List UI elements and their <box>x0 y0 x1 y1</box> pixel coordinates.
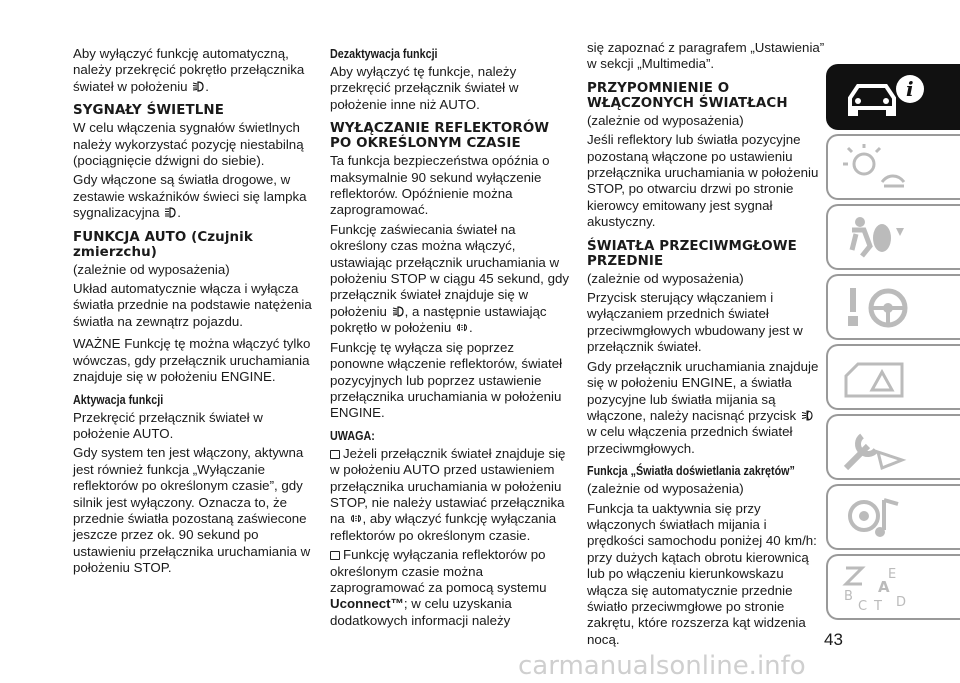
note-bullet-icon <box>330 551 340 560</box>
paragraph: Gdy włączone są światła drogowe, w zestawie wskaźników świeci się lampka sygnalizacyjna <box>73 172 307 221</box>
subheading: Dezaktywacja funkcji <box>330 47 438 61</box>
paragraph: należy przekręcić pokrętło przełącznika <box>73 62 305 78</box>
section-heading: FUNKCJA AUTO (Czujnik zmierzchu) <box>73 229 253 260</box>
low-beam-icon <box>192 81 204 92</box>
airbag-icon <box>842 214 942 262</box>
watermark: carmanualsonline.info <box>518 651 806 681</box>
paragraph: Gdy system ten jest włączony, aktywna jest również funkcja „Wyłączanie reflektorów po określonym czasie”, gdy silnik jest wyłączony. Oznacza to, że przednie światła pozostaną zaświecone jeszcze przez ok. 90 sekund po ustawieniu przełącznika uruchamiania w położeniu STOP. <box>73 445 311 576</box>
tab-emergency[interactable] <box>826 344 960 410</box>
wrench-icon <box>842 424 942 472</box>
page-number: 43 <box>824 630 843 649</box>
paragraph: Funkcja ta uaktywnia się przy włączonych światłach mijania i prędkości samochodu poniżej 40 km/h: przy dużych kątach obrotu kierownicą lub po włączeniu kierunkowskazu włącza się automatycznie przednie światło przeciwmgłowe po stronie zakrętu, które rozszerza kąt widzenia nocą. <box>587 500 817 647</box>
note-text: Funkcję wyłączania reflektorów po określonym czasie można zaprogramować za pomocą systemu <box>330 547 547 595</box>
section-heading: SYGNAŁY ŚWIETLNE <box>73 103 224 119</box>
fog-light-icon <box>801 410 813 421</box>
subheading: UWAGA: <box>330 428 375 443</box>
tab-dashboard[interactable] <box>826 134 960 200</box>
paragraph: Gdy przełącznik uruchamiania znajduje się w położeniu ENGINE, a światła pozycyjne lub światła mijania są włączone, należy nacisnąć przycisk <box>587 358 819 423</box>
note-text: Jeżeli przełącznik świateł znajduje się w położeniu AUTO przed ustawieniem przełącznika uruchamiania w położeniu STOP, nie należy ustawiać przełącznika na <box>330 445 566 527</box>
svg-text:A: A <box>878 578 890 596</box>
svg-text:D: D <box>896 595 907 610</box>
subheading: Aktywacja funkcji <box>73 392 164 407</box>
section-heading: ŚWIATŁA PRZECIWMGŁOWE PRZEDNIE <box>587 238 797 269</box>
paragraph: (zależnie od wyposażenia) <box>587 481 744 497</box>
paragraph: Ta funkcja bezpieczeństwa opóźnia o maksymalnie 90 sekund wyłączenie reflektorów. Opóźnienie można zaprogramować. <box>330 153 550 218</box>
section-heading: PRZYPOMNIENIE O WŁĄCZONYCH ŚWIATŁACH <box>587 80 788 111</box>
paragraph: W celu włączenia sygnałów świetlnych należy wykorzystać pozycję niestabilną (pociągnięcie dźwigni do siebie). <box>73 120 304 169</box>
parking-lights-icon <box>456 322 468 333</box>
paragraph: się zapoznać z paragrafem „Ustawienia” w sekcji „Multimedia”. <box>587 40 825 72</box>
paragraph: świateł w położeniu <box>73 78 188 94</box>
svg-text:T: T <box>874 599 882 612</box>
brand-name: Uconnect™ <box>330 596 404 612</box>
tab-servicing[interactable] <box>826 414 960 480</box>
paragraph: Przekręcić przełącznik świateł w położenie AUTO. <box>73 409 263 441</box>
steering-wheel-icon <box>842 284 942 332</box>
svg-text:B: B <box>844 589 853 604</box>
parking-lights-icon <box>350 513 362 524</box>
high-beam-icon <box>164 207 176 218</box>
tab-safety[interactable] <box>826 204 960 270</box>
svg-text:C: C <box>858 599 868 612</box>
tab-knowing-vehicle[interactable] <box>826 64 960 130</box>
column-3: się zapoznać z paragrafem „Ustawienia” w sekcji „Multimedia”. PRZYPOMNIENIE O WŁĄCZONYCH ŚWIATŁACH (zależnie od wyposażenia) Jeśli reflektory lub światła pozycyjne pozostaną włączone po ustawieniu przełącznika uruchamiania w położeniu STOP, po otwarciu drzwi po stronie kierowcy emitowany jest sygnał akustyczny. ŚWIATŁA PRZECIWMGŁOWE PRZEDNIE (zależnie od wyposażenia) Przycisk sterujący włączaniem i wyłączaniem przednich świateł przeciwmgłowych wbudowany jest w przełącznik świateł. Gdy przełącznik uruchamiania znajduje się w położeniu ENGINE, a światła pozycyjne lub światła mijania są włączone, należy nacisnąć przycisk w celu włączenia przednich świateł przeciwmgłowych. Funkcja „Światła doświetlania zakrętów” (zależnie od wyposażenia) Funkcja ta uaktywnia się przy włączonych światłach mijania i prędkości samochodu poniżej 40 km/h: przy dużych kątach obrotu kierownicą lub po włączeniu kierunkowskazu włącza się automatycznie przednie światło przeciwmgłowe po stronie zakrętu, które rozszerza kąt widzenia nocą. <box>587 46 827 651</box>
paragraph: Przycisk sterujący włączaniem i wyłączaniem przednich świateł przeciwmgłowych wbudowany jest w przełącznik świateł. <box>587 290 803 355</box>
tab-index[interactable] <box>826 554 960 620</box>
subheading: Funkcja „Światła doświetlania zakrętów” <box>587 464 795 479</box>
paragraph: (zależnie od wyposażenia) <box>587 270 744 286</box>
tab-starting-driving[interactable] <box>826 274 960 340</box>
paragraph: Aby wyłączyć funkcję automatyczną, <box>73 46 289 61</box>
paragraph: WAŻNE Funkcję tę można włączyć tylko wówczas, gdy przełącznik uruchamiania znajduje się w położeniu ENGINE. <box>73 336 311 385</box>
paragraph: Jeśli reflektory lub światła pozycyjne pozostaną włączone po ustawieniu przełącznika uruchamiania w położeniu STOP, po otwarciu drzwi po stronie kierowcy emitowany jest sygnał akustyczny. <box>587 132 819 230</box>
note-bullet-icon <box>330 450 340 459</box>
warning-lights-icon <box>842 144 942 192</box>
car-info-icon <box>842 74 942 122</box>
paragraph: Funkcję zaświecania świateł na określony czas można włączyć, ustawiając przełącznik uruchamiania w położeniu STOP w ciągu 45 sekund, gdy przełącznik świateł znajduje się w położeniu <box>330 221 570 319</box>
column-2: Dezaktywacja funkcji Aby wyłączyć tę funkcje, należy przekręcić przełącznik świateł w położenie inne niż AUTO. WYŁĄCZANIE REFLEKTORÓW PO OKREŚLONYM CZASIE Ta funkcja bezpieczeństwa opóźnia o maksymalnie 90 sekund wyłączenie reflektorów. Opóźnienie można zaprogramować. Funkcję zaświecania świateł na określony czas można włączyć, ustawiając przełącznik uruchamiania w położeniu STOP w ciągu 45 sekund, gdy przełącznik świateł znajduje się w położeniu , a następnie ustawiając pokrętło w położeniu . Funkcję tę wyłącza się poprzez ponowne włączenie reflektorów, świateł pozycyjnych lub poprzez ustawienie przełącznika uruchamiania w położeniu ENGINE. UWAGA: Jeżeli przełącznik świateł znajduje się w położeniu AUTO przed ustawieniem przełącznika uruchamiania w położeniu STOP, nie należy ustawiać przełącznika na , aby włączyć funkcję wyłączania reflektorów po określonym czasie. Funkcję wyłączania reflektorów po określonym czasie można zaprogramować za pomocą systemu Uconnect™; w celu uzyskania dodatkowych informacji należy <box>330 47 570 628</box>
svg-text:i: i <box>906 77 914 101</box>
section-heading: WYŁĄCZANIE REFLEKTORÓW PO OKREŚLONYM CZASIE <box>330 121 550 152</box>
tab-technical-data[interactable] <box>826 484 960 550</box>
paragraph: (zależnie od wyposażenia) <box>587 112 744 128</box>
svg-text:E: E <box>888 567 897 582</box>
index-letters-icon <box>842 564 942 612</box>
media-icon <box>842 494 942 542</box>
paragraph: Układ automatycznie włącza i wyłącza światła przednie na podstawie natężenia światła na zewnątrz pojazdu. <box>73 281 312 329</box>
paragraph: Aby wyłączyć tę funkcje, należy przekręcić przełącznik świateł w położenie inne niż AUTO. <box>330 64 519 112</box>
roadside-warning-icon <box>842 354 942 402</box>
low-beam-icon <box>392 306 404 317</box>
column-1: Aby wyłączyć funkcję automatyczną, należy przekręcić pokrętło przełącznika świateł w położeniu . SYGNAŁY ŚWIETLNE W celu włączenia sygnałów świetlnych należy wykorzystać pozycję niestabilną (pociągnięcie dźwigni do siebie). Gdy włączone są światła drogowe, w zestawie wskaźników świeci się lampka sygnalizacyjna . FUNKCJA AUTO (Czujnik zmierzchu) (zależnie od wyposażenia) Układ automatycznie włącza i wyłącza światła przednie na podstawie natężenia światła na zewnątrz pojazdu. WAŻNE Funkcję tę można włączyć tylko wówczas, gdy przełącznik uruchamiania znajduje się w położeniu ENGINE. Aktywacja funkcji Przekręcić przełącznik świateł w położenie AUTO. Gdy system ten jest włączony, aktywna jest również funkcja „Wyłączanie reflektorów po określonym czasie”, gdy silnik jest wyłączony. Oznacza to, że przednie światła pozostaną zaświecone jeszcze przez ok. 90 sekund po ustawieniu przełącznika uruchamiania w położeniu STOP. <box>73 46 312 576</box>
paragraph: Funkcję tę wyłącza się poprzez ponowne włączenie reflektorów, świateł pozycyjnych lub poprzez ustawienie przełącznika uruchamiania w położeniu ENGINE. <box>330 339 563 421</box>
paragraph: (zależnie od wyposażenia) <box>73 261 230 277</box>
